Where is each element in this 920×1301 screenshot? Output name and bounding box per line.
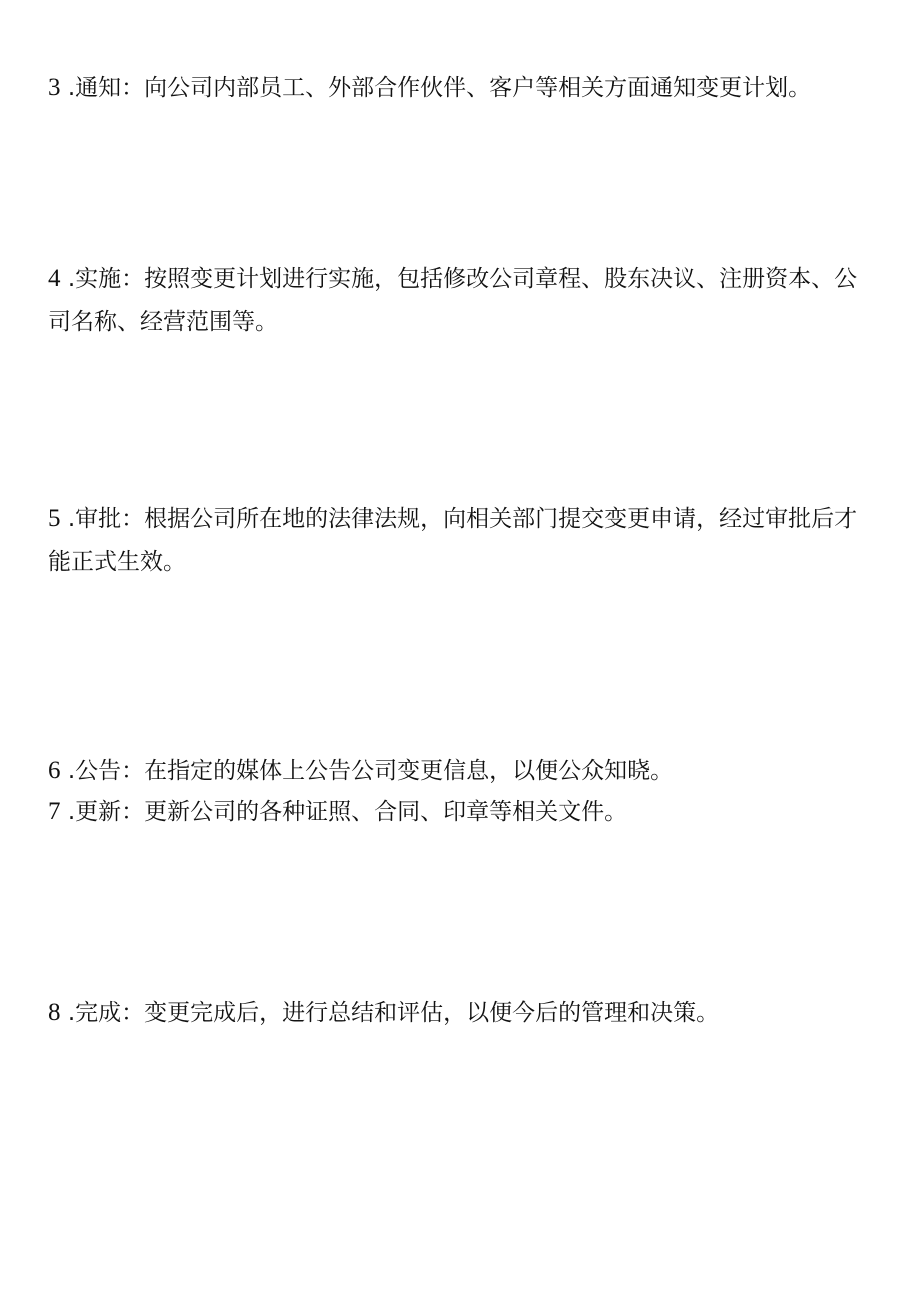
step-number: 6 [48, 757, 61, 784]
step-6-paragraph [48, 749, 868, 793]
step-number: 8 [48, 999, 61, 1026]
step-text: .更新：更新公司的各种证照、合同、印章等相关文件。 [67, 799, 628, 825]
step-text: .实施：按照变更计划进行实施，包括修改公司章程、股东决议、注册资本、公司名称、经营范围等。 [48, 266, 858, 335]
step-text: .公告：在指定的媒体上公告公司变更信息，以便公众知晓。 [67, 758, 674, 784]
step-text: .审批：根据公司所在地的法律法规，向相关部门提交变更申请，经过审批后才能正式生效。 [48, 506, 858, 575]
step-number: 3 [48, 74, 61, 101]
step-text: .完成：变更完成后，进行总结和评估，以便今后的管理和决策。 [67, 1000, 720, 1026]
step-text: .通知：向公司内部员工、外部合作伙伴、客户等相关方面通知变更计划。 [67, 75, 812, 101]
step-3-paragraph [48, 66, 868, 110]
step-number: 7 [48, 798, 61, 825]
step-7-paragraph [48, 790, 868, 834]
step-5-paragraph [48, 497, 868, 584]
step-number: 4 [48, 265, 61, 292]
step-number: 5 [48, 505, 61, 532]
step-8-paragraph [48, 991, 868, 1035]
step-4-paragraph [48, 257, 868, 344]
